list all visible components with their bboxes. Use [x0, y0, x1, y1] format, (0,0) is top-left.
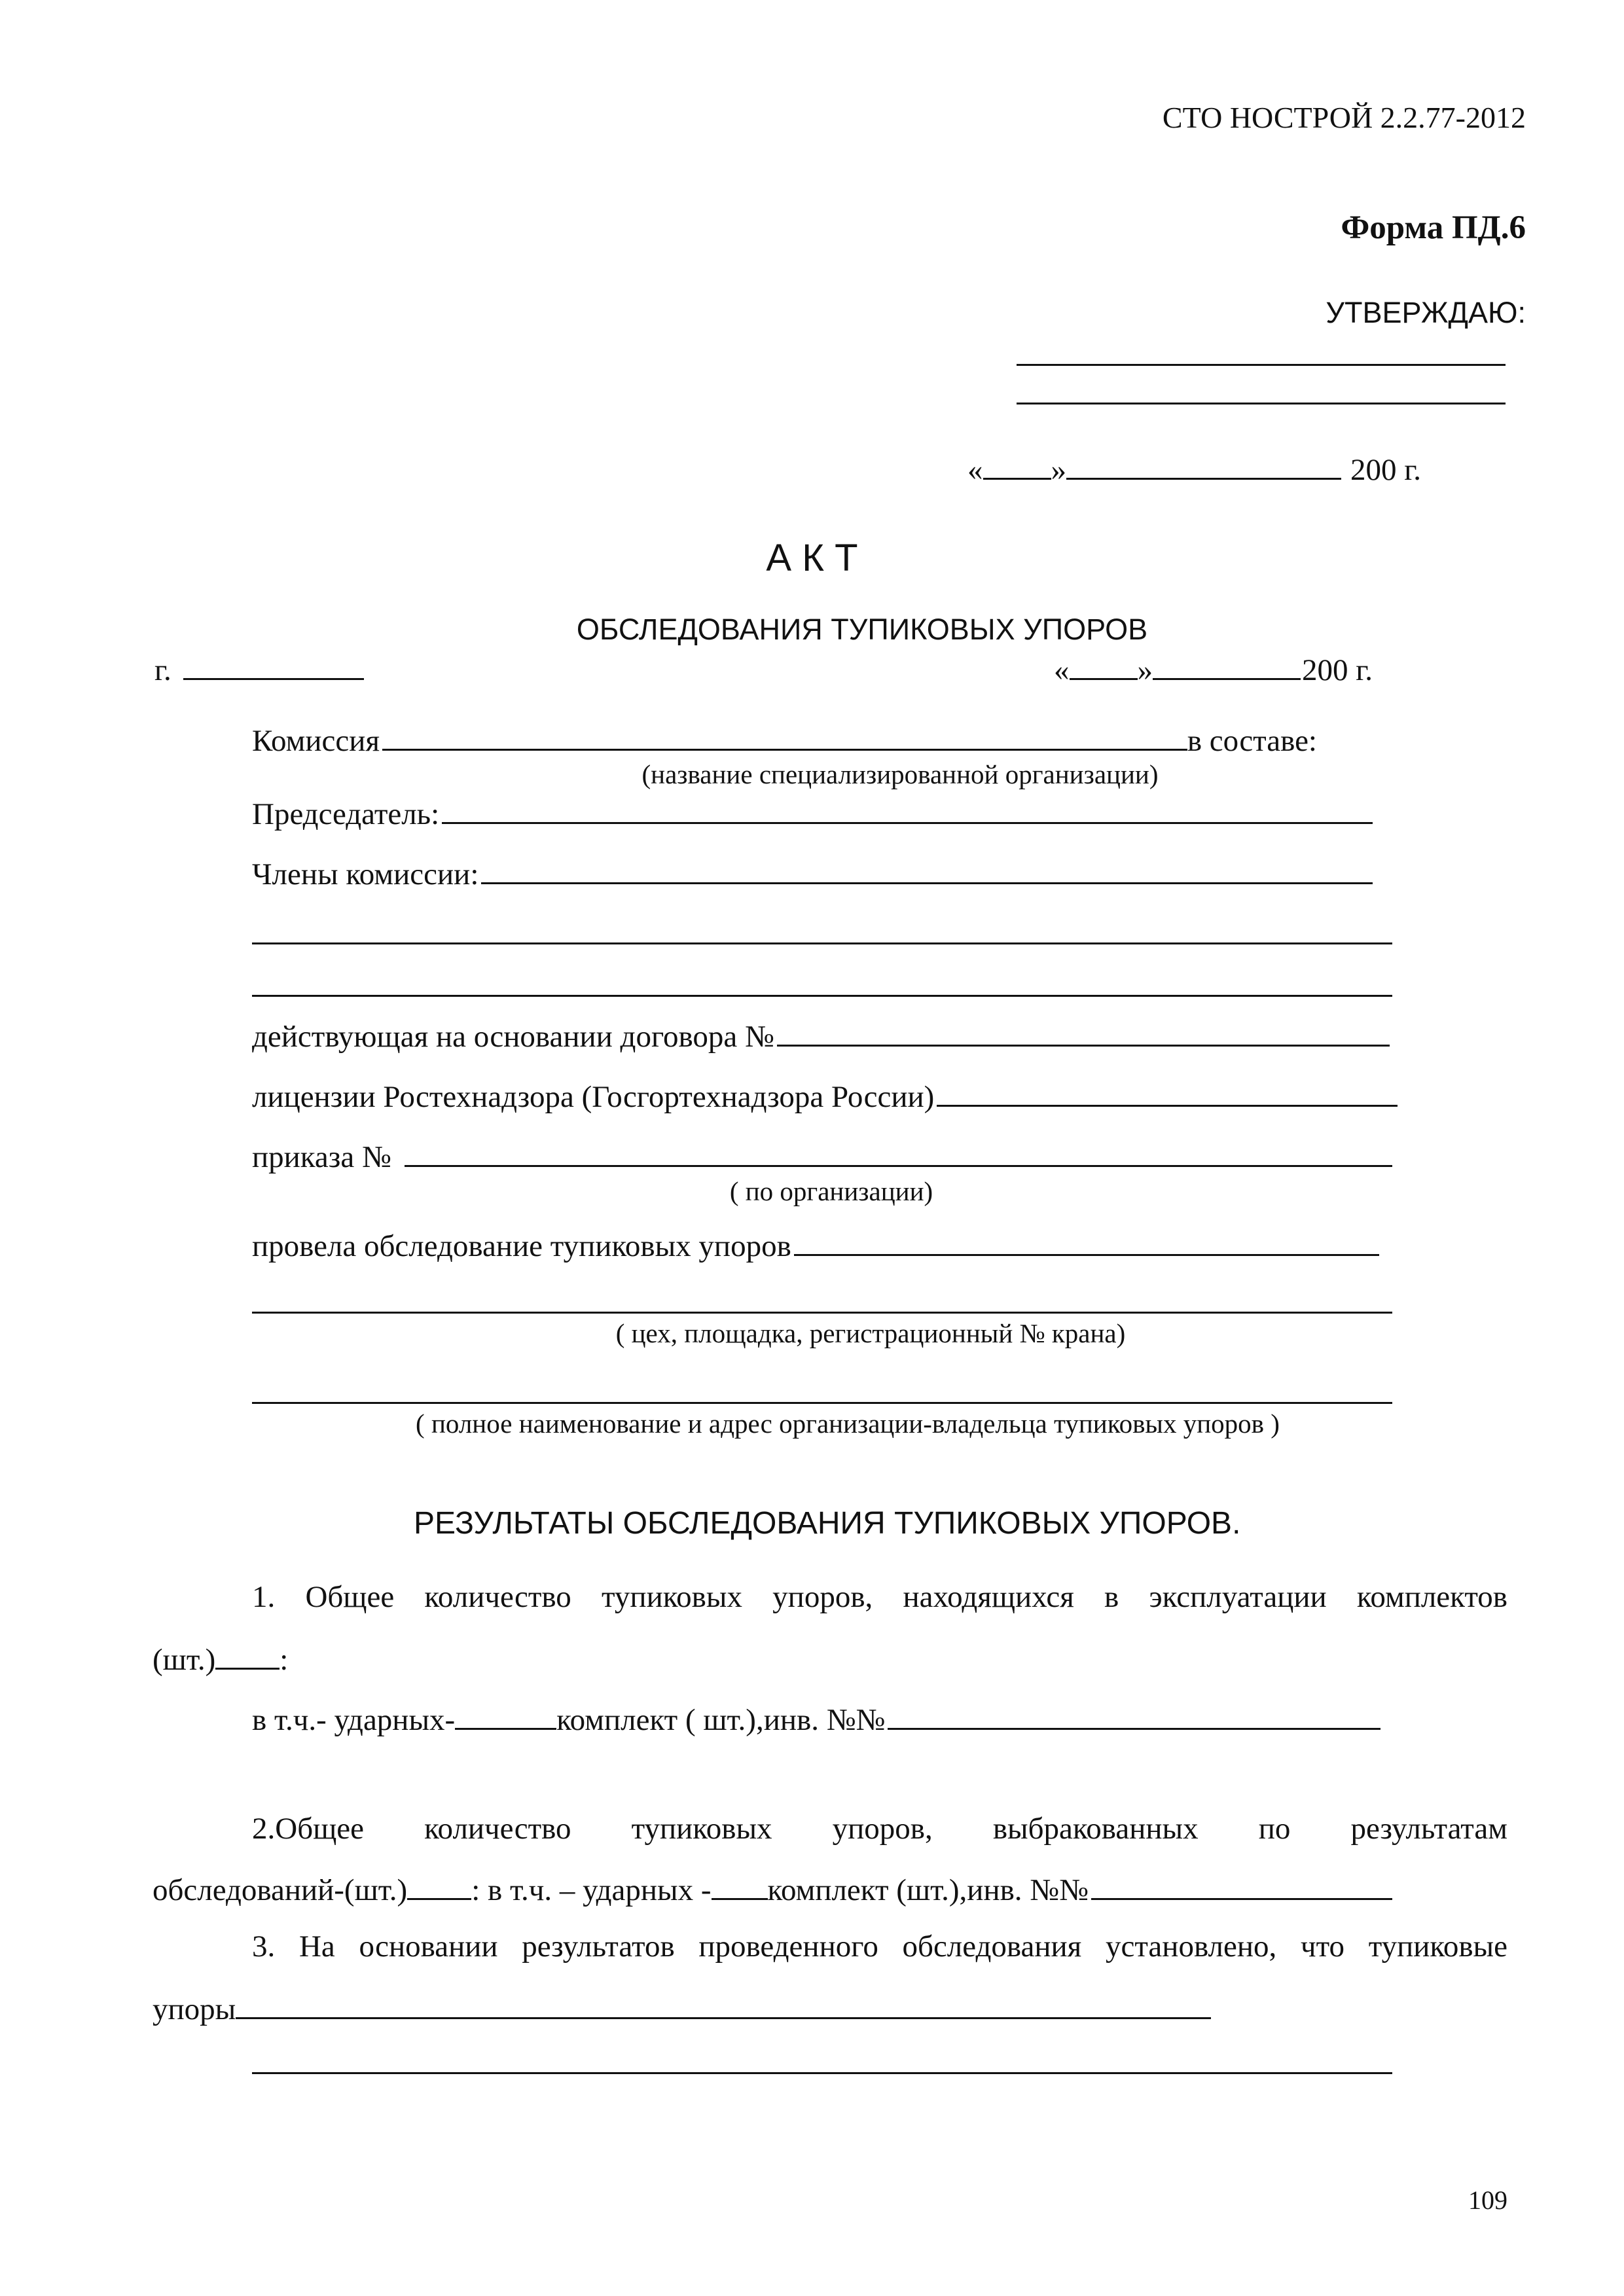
license-label: лицензии Ростехнадзора (Госгортехнадзора России) [252, 1080, 935, 1114]
item3-prefix: упоры [153, 1992, 236, 2026]
license-row [252, 1075, 1398, 1117]
item2-line1: 2.Общее количество тупиковых упоров, выбракованных по результатам [252, 1812, 1507, 1846]
commission-row [252, 719, 1317, 761]
act-date-close-quote: » [1137, 653, 1153, 687]
license-field[interactable] [937, 1075, 1398, 1107]
location-field[interactable] [252, 1312, 1392, 1314]
results-heading: РЕЗУЛЬТАТЫ ОБСЛЕДОВАНИЯ ТУПИКОВЫХ УПОРОВ. [414, 1506, 1241, 1541]
order-number-field[interactable] [405, 1135, 1392, 1167]
approver-position-line[interactable] [1017, 364, 1506, 366]
item3-conclusion-field-2[interactable] [252, 2072, 1392, 2074]
members-field-1[interactable] [481, 852, 1373, 884]
location-caption: ( цех, площадка, регистрационный № крана) [615, 1318, 1126, 1348]
approval-month-field[interactable] [1066, 448, 1341, 480]
commission-label: Комиссия [252, 724, 380, 758]
item2-inv-field[interactable] [1091, 1868, 1392, 1900]
act-day-field[interactable] [1070, 648, 1138, 680]
city-field[interactable] [183, 648, 364, 680]
date-open-quote: « [967, 453, 983, 487]
contract-row [252, 1014, 1390, 1056]
standard-code: СТО НОСТРОЙ 2.2.77-2012 [1162, 101, 1526, 134]
order-row [252, 1135, 1392, 1177]
item3-line1: 3. На основании результатов проведенного обследования установлено, что тупиковые [252, 1929, 1507, 1964]
item1-sub-prefix: в т.ч.- ударных- [252, 1703, 456, 1737]
item1-inv-field[interactable] [888, 1698, 1380, 1730]
item2-a: обследований-(шт.) [153, 1873, 408, 1907]
item1-line1: 1. Общее количество тупиковых упоров, находящихся в эксплуатации комплектов [252, 1580, 1507, 1614]
approve-label: УТВЕРЖДАЮ: [1326, 296, 1526, 329]
members-row [252, 852, 1373, 894]
approval-date [967, 448, 1421, 490]
order-caption: ( по организации) [729, 1176, 933, 1206]
chairman-field[interactable] [442, 792, 1373, 824]
date-close-quote: » [1051, 453, 1066, 487]
item2-line2 [153, 1868, 1392, 1910]
item1-impact-field[interactable] [455, 1698, 556, 1730]
item1-sub [252, 1698, 1380, 1740]
item1-colon: : [280, 1643, 289, 1677]
item1-line2 [153, 1638, 288, 1679]
commission-org-field[interactable] [382, 719, 1187, 751]
chairman-row [252, 792, 1373, 834]
act-title: А К Т [766, 537, 858, 579]
contract-number-field[interactable] [777, 1014, 1390, 1047]
item2-b: : в т.ч. – ударных - [471, 1873, 712, 1907]
item1-total-field[interactable] [215, 1638, 280, 1670]
item3-line2 [153, 1987, 1211, 2029]
item1-sub-middle: комплект ( шт.),инв. №№ [556, 1703, 886, 1737]
item2-c: комплект (шт.),инв. №№ [767, 1873, 1089, 1907]
item1-unit: (шт.) [153, 1643, 216, 1677]
city-prefix: г. [154, 653, 171, 687]
survey-field[interactable] [794, 1224, 1379, 1256]
act-subtitle: ОБСЛЕДОВАНИЯ ТУПИКОВЫХ УПОРОВ [576, 613, 1148, 646]
approval-year: 200 г. [1350, 453, 1421, 487]
contract-label: действующая на основании договора № [252, 1020, 774, 1054]
survey-row [252, 1224, 1379, 1266]
owner-caption: ( полное наименование и адрес организации-владельца тупиковых упоров ) [416, 1408, 1280, 1439]
item2-total-field[interactable] [407, 1868, 471, 1900]
composition-label: в составе: [1187, 724, 1317, 758]
form-label: Форма ПД.6 [1341, 209, 1526, 246]
approval-day-field[interactable] [983, 448, 1051, 480]
org-caption: (название специализированной организации) [641, 759, 1159, 789]
act-month-field[interactable] [1153, 648, 1301, 680]
owner-field[interactable] [252, 1402, 1392, 1404]
act-date-row [1054, 648, 1373, 690]
act-date-open-quote: « [1054, 653, 1070, 687]
approver-name-line[interactable] [1017, 403, 1506, 404]
item2-impact-field[interactable] [712, 1868, 768, 1900]
members-field-3[interactable] [252, 995, 1392, 997]
act-year: 200 г. [1302, 653, 1373, 687]
chairman-label: Председатель: [252, 797, 440, 831]
survey-label: провела обследование тупиковых упоров [252, 1229, 791, 1263]
place-row [154, 648, 364, 690]
members-field-2[interactable] [252, 942, 1392, 944]
members-label: Члены комиссии: [252, 857, 479, 891]
order-label: приказа № [252, 1140, 391, 1174]
item3-conclusion-field[interactable] [236, 1987, 1211, 2019]
page-number: 109 [1468, 2185, 1507, 2215]
